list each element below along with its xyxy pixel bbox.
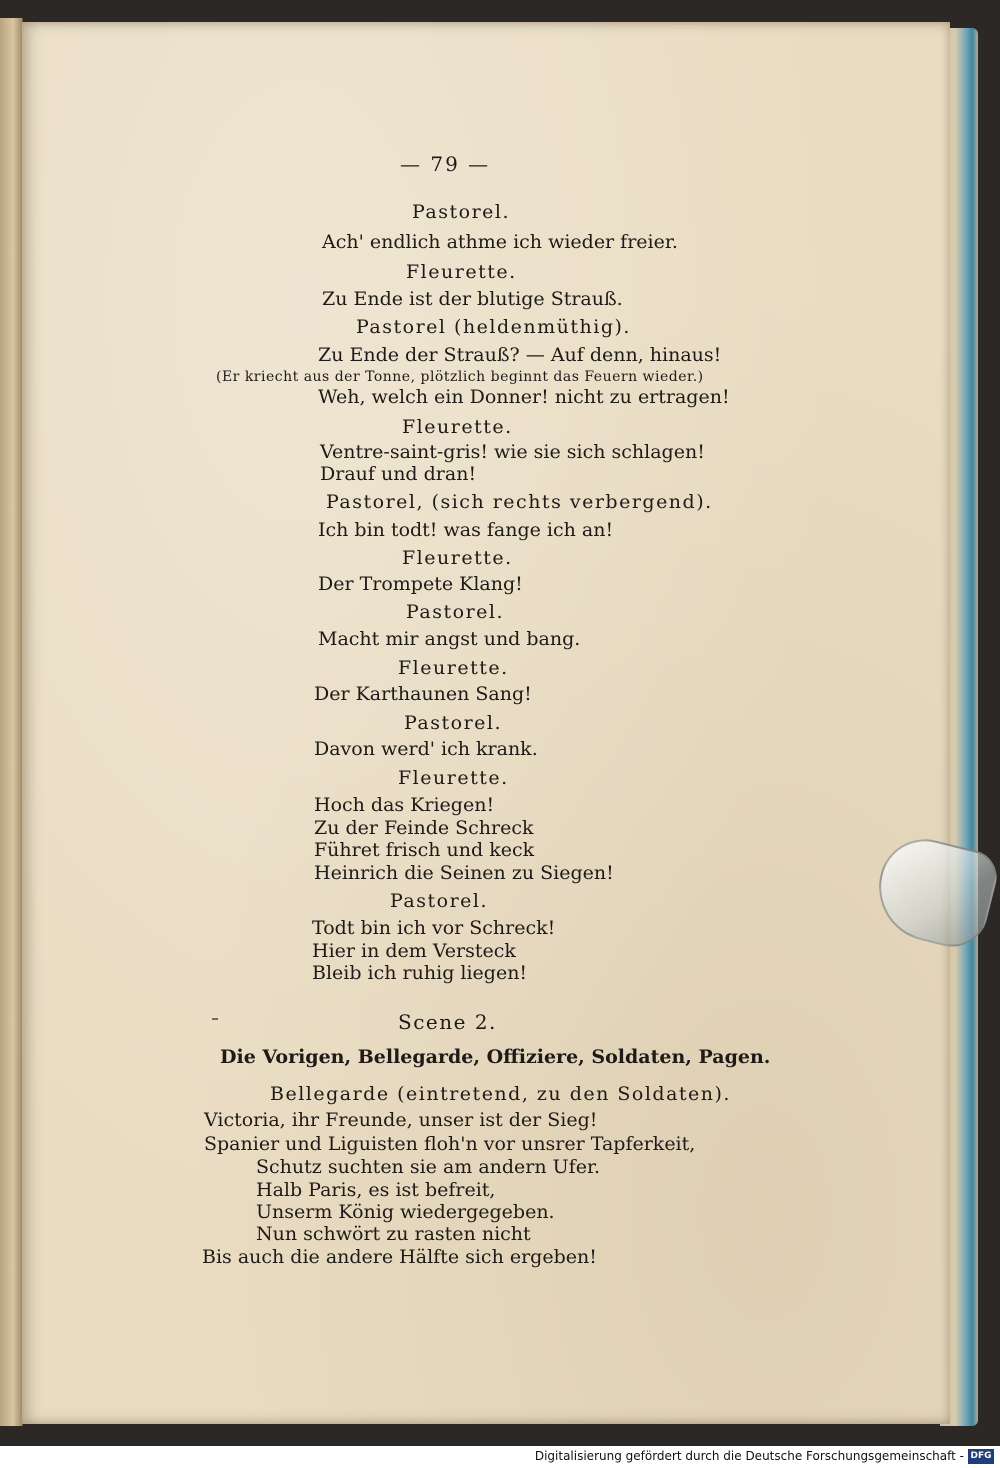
text-line: Macht mir angst und bang.	[318, 628, 581, 650]
text-line: Zu Ende der Strauß? — Auf denn, hinaus!	[318, 344, 722, 366]
text-line: Der Karthaunen Sang!	[314, 683, 532, 705]
text-line: Führet frisch und keck	[314, 839, 535, 861]
text-line: Fleurette.	[406, 261, 517, 283]
text-line: Victoria, ihr Freunde, unser ist der Sieg!	[204, 1109, 598, 1131]
text-line: Ventre-saint-gris! wie sie sich schlagen!	[320, 441, 705, 463]
text-line: Pastorel.	[412, 201, 511, 223]
text-line: Schutz suchten sie am andern Ufer.	[256, 1156, 600, 1178]
text-line: Spanier und Liguisten floh'n vor unsrer Tapferkeit,	[204, 1133, 696, 1155]
pencil-mark	[212, 1018, 218, 1020]
text-line: Pastorel.	[406, 601, 505, 623]
text-line: Fleurette.	[402, 416, 513, 438]
text-line: Drauf und dran!	[320, 463, 477, 485]
text-line: Ach' endlich athme ich wieder freier.	[322, 231, 678, 253]
text-line: Fleurette.	[398, 767, 509, 789]
cast-list: Die Vorigen, Bellegarde, Offiziere, Soldaten, Pagen.	[220, 1046, 771, 1068]
text-line: Nun schwört zu rasten nicht	[256, 1223, 531, 1245]
scene-heading: Scene 2.	[398, 1010, 497, 1034]
text-line: Bellegarde (eintretend, zu den Soldaten).	[270, 1083, 731, 1105]
text-line: Der Trompete Klang!	[318, 573, 523, 595]
stage-direction: (Er kriecht aus der Tonne, plötzlich beginnt das Feuern wieder.)	[216, 369, 704, 385]
text-line: Pastorel, (sich rechts verbergend).	[326, 491, 713, 513]
footer-credit: Digitalisierung gefördert durch die Deutsche Forschungsgemeinschaft -	[534, 1449, 964, 1463]
text-line: Todt bin ich vor Schreck!	[312, 917, 556, 939]
text-line: Fleurette.	[398, 657, 509, 679]
text-line: Fleurette.	[402, 547, 513, 569]
footer-bar	[0, 1446, 1000, 1468]
previous-page-edge	[0, 18, 23, 1426]
text-line: Heinrich die Seinen zu Siegen!	[314, 862, 614, 884]
text-line: Bleib ich ruhig liegen!	[312, 962, 528, 984]
text-line: Pastorel (heldenmüthig).	[356, 316, 631, 338]
text-line: Weh, welch ein Donner! nicht zu ertragen!	[318, 386, 730, 408]
text-line: Unserm König wiedergegeben.	[256, 1201, 555, 1223]
text-line: Hier in dem Versteck	[312, 940, 516, 962]
text-line: Halb Paris, es ist befreit,	[256, 1179, 496, 1201]
text-line: Pastorel.	[404, 712, 503, 734]
text-line: Hoch das Kriegen!	[314, 794, 495, 816]
text-line: Bis auch die andere Hälfte sich ergeben!	[202, 1246, 597, 1268]
dfg-logo: DFG	[968, 1449, 994, 1464]
page-number: — 79 —	[400, 152, 491, 176]
text-line: Ich bin todt! was fange ich an!	[318, 519, 614, 541]
text-line: Pastorel.	[390, 890, 489, 912]
text-line: Zu Ende ist der blutige Strauß.	[322, 288, 623, 310]
text-line: Zu der Feinde Schreck	[314, 817, 534, 839]
text-line: Davon werd' ich krank.	[314, 738, 538, 760]
